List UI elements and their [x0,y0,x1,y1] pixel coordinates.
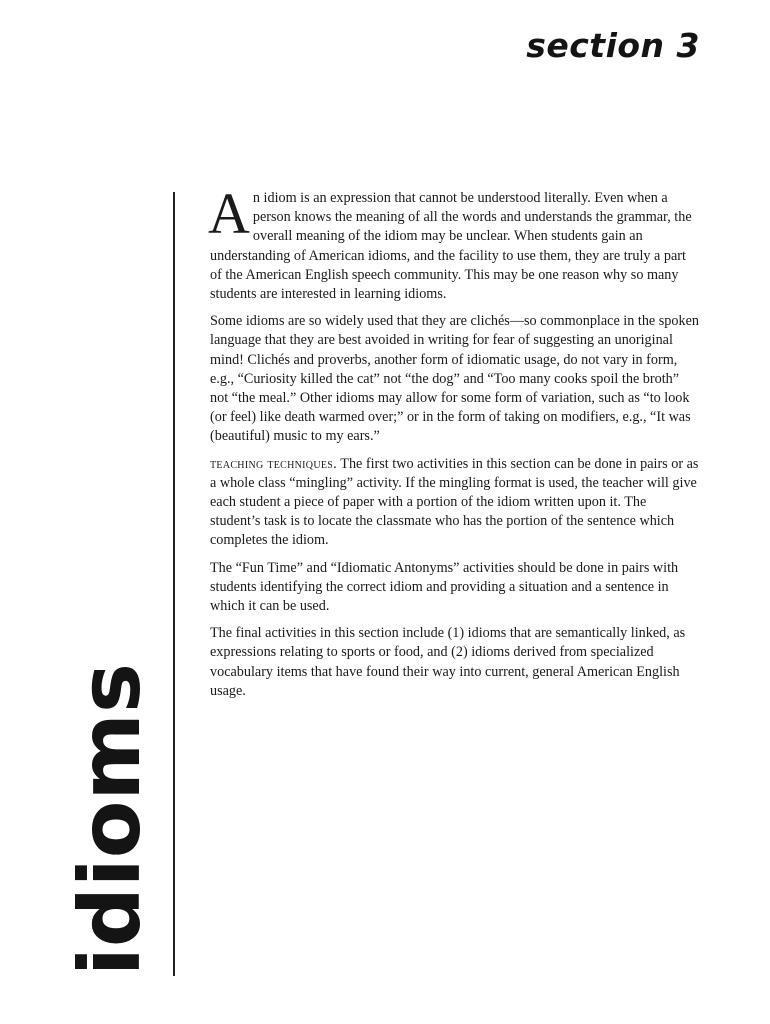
teaching-techniques-lead: teaching techniques. [210,455,337,472]
vertical-rule [173,192,175,976]
teaching-techniques-paragraph [210,455,700,551]
drop-cap: A [208,181,250,246]
activities-paragraph: The “Fun Time” and “Idiomatic Antonyms” activities should be done in pairs with students identifying the correct idiom and providing a situation and a sentence in which it can be used. [210,559,679,615]
teaching-techniques-text: The first two activities in this section can be done in pairs or as a whole class “mingling” activity. If the mingling format is used, the teacher will give each student a piece of paper with a portion of the idiom written upon it. The student’s task is to locate the classmate who has the portion of the sentence which completes the idiom. [210,455,699,549]
intro-paragraph [208,181,700,304]
final-activities-paragraph: The final activities in this section include (1) idioms that are semantically linked, as expressions relating to sports or food, and (2) idioms derived from specialized vocabulary items that have found their way into current, general American English usage. [210,625,686,699]
section-heading: section 3 [526,26,700,65]
body-text [208,181,700,709]
chapter-side-title: idioms [61,663,159,976]
intro-text: n idiom is an expression that cannot be understood literally. Even when a person knows the meaning of all the words and understands the grammar, the overall meaning of the idiom may be unclear. When students gain an understanding of American idioms, and the facility to use them, they are truly a part of the American English speech community. This may be one reason why so many students are interested in learning idioms. [210,190,692,303]
cliches-paragraph: Some idioms are so widely used that they are clichés—so commonplace in the spoken language that they are best avoided in writing for fear of suggesting an unoriginal mind! Clichés and proverbs, another form of idiomatic usage, do not vary in form, e.g., “Curiosity killed the cat” not “the dog” and “Too many cooks spoil the broth” not “the meal.” Other idioms may allow for some form of variation, such as “to look (or feel) like death warmed over;” or in the form of taking on modifiers, e.g., “It was (beautiful) music to my ears.” [210,313,699,445]
